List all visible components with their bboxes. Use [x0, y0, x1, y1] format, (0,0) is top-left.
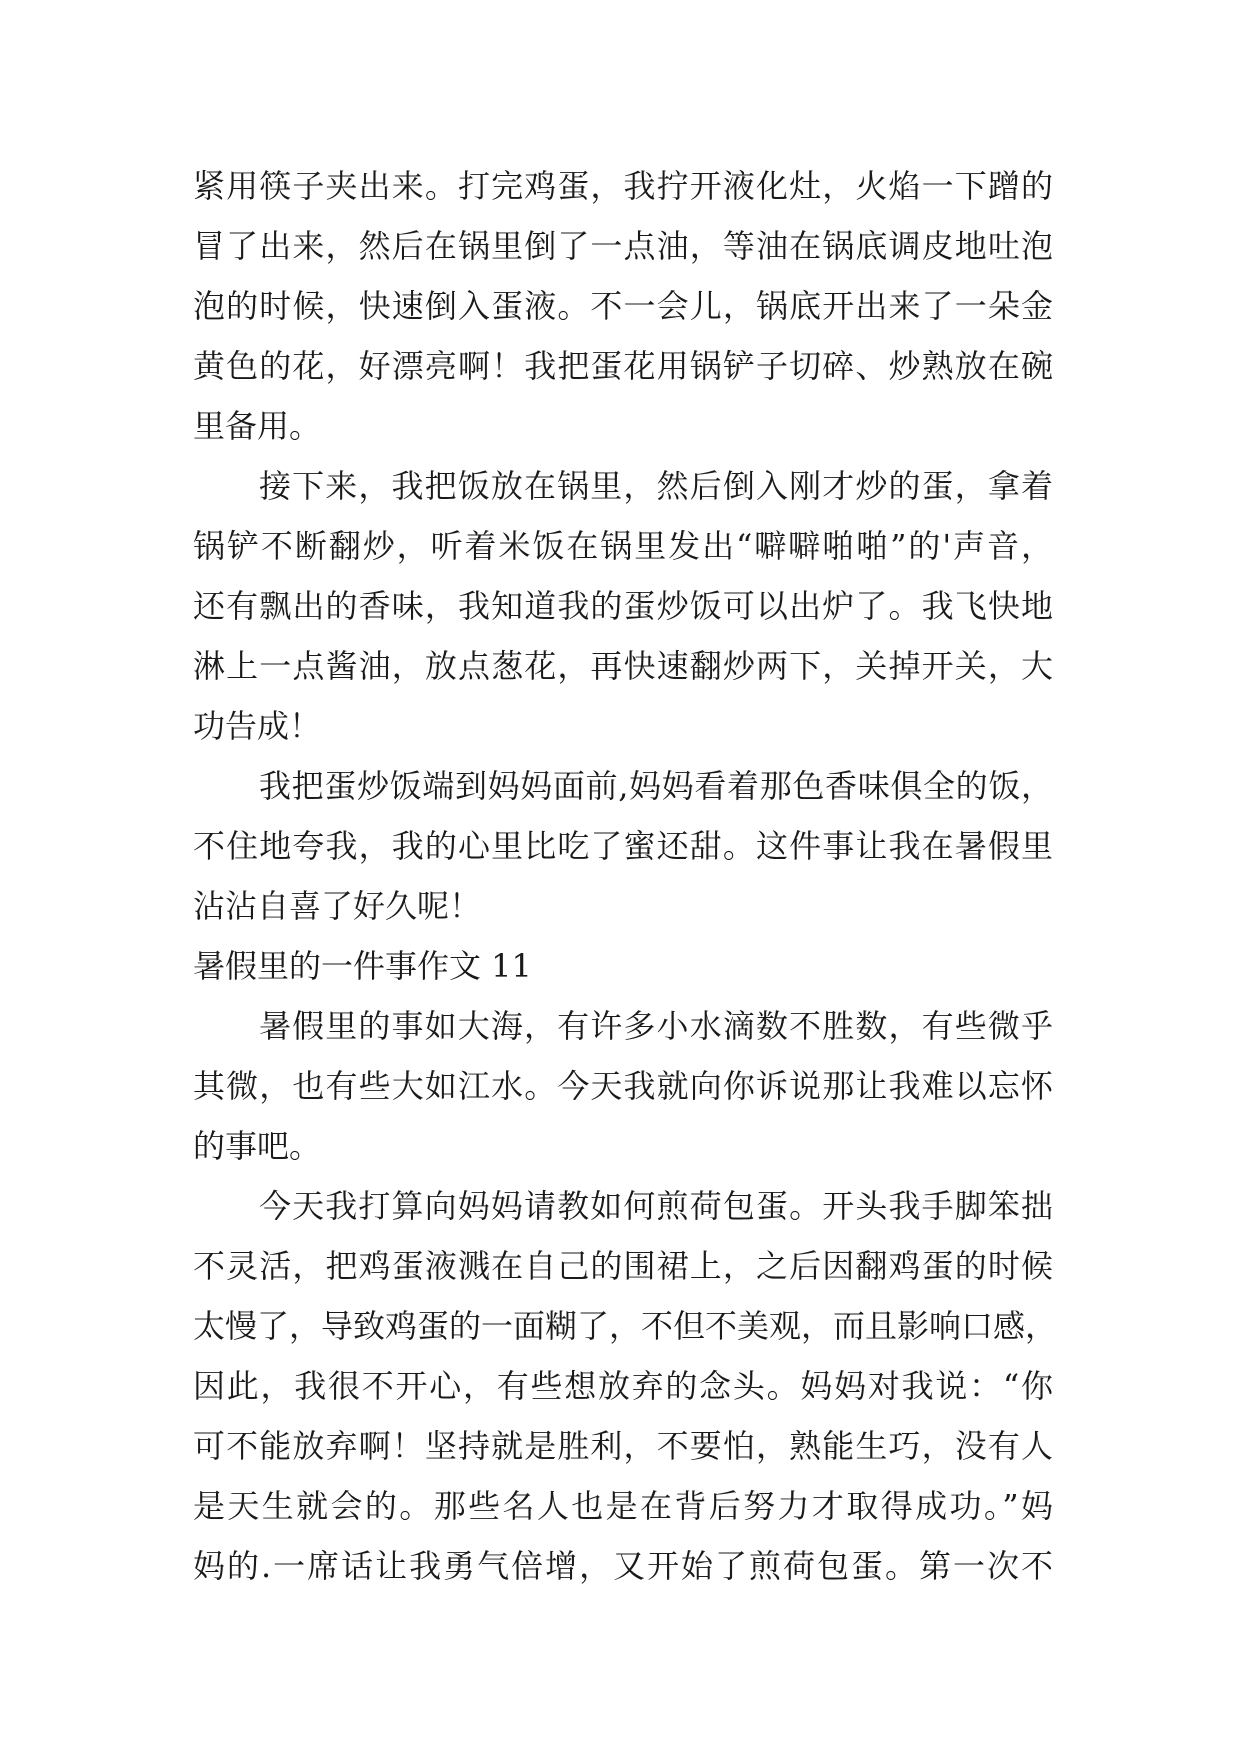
- paragraph-line: 妈的.一席话让我勇气倍增，又开始了煎荷包蛋。第一次不: [193, 1547, 1053, 1585]
- paragraph-1: [193, 156, 1053, 456]
- paragraph-3: [193, 756, 1053, 936]
- paragraph-line: 我把蛋炒饭端到妈妈面前,妈妈看着那色香味俱全的饭，: [259, 767, 1053, 805]
- paragraph-line: 其微，也有些大如江水。今天我就向你诉说那让我难以忘怀: [193, 1067, 1053, 1105]
- paragraph-4: [193, 996, 1053, 1176]
- paragraph-line: 里备用。: [193, 407, 322, 445]
- paragraph-line: 接下来，我把饭放在锅里，然后倒入刚才炒的蛋，拿着: [259, 467, 1053, 505]
- paragraph-line: 因此，我很不开心，有些想放弃的念头。妈妈对我说：“你: [193, 1367, 1053, 1405]
- document-body: [193, 156, 1058, 1596]
- paragraph-line: 泡的时候，快速倒入蛋液。不一会儿，锅底开出来了一朵金: [193, 287, 1053, 325]
- paragraph-line: 还有飘出的香味，我知道我的蛋炒饭可以出炉了。我飞快地: [193, 587, 1053, 625]
- paragraph-2: [193, 456, 1053, 756]
- paragraph-line: 淋上一点酱油，放点葱花，再快速翻炒两下，关掉开关，大: [193, 647, 1053, 685]
- paragraph-line: 不住地夸我，我的心里比吃了蜜还甜。这件事让我在暑假里: [193, 827, 1053, 865]
- paragraph-line: 冒了出来，然后在锅里倒了一点油，等油在锅底调皮地吐泡: [193, 227, 1053, 265]
- paragraph-line: 沾沾自喜了好久呢！: [193, 887, 482, 925]
- paragraph-line: 功告成！: [193, 707, 322, 745]
- paragraph-line: 黄色的花，好漂亮啊！我把蛋花用锅铲子切碎、炒熟放在碗: [193, 347, 1053, 385]
- paragraph-line: 今天我打算向妈妈请教如何煎荷包蛋。开头我手脚笨拙: [259, 1187, 1053, 1225]
- paragraph-line: 不灵活，把鸡蛋液溅在自己的围裙上，之后因翻鸡蛋的时候: [193, 1247, 1053, 1285]
- paragraph-5: [193, 1176, 1058, 1596]
- paragraph-line: 太慢了，导致鸡蛋的一面糊了，不但不美观，而且影响口感，: [193, 1307, 1058, 1345]
- paragraph-line: 是天生就会的。那些名人也是在背后努力才取得成功。”妈: [193, 1487, 1053, 1525]
- paragraph-line: 的事吧。: [193, 1127, 322, 1165]
- paragraph-line: 紧用筷子夹出来。打完鸡蛋，我拧开液化灶，火焰一下蹭的: [193, 167, 1053, 205]
- paragraph-line: 暑假里的事如大海，有许多小水滴数不胜数，有些微乎: [259, 1007, 1053, 1045]
- paragraph-line: 可不能放弃啊！坚持就是胜利，不要怕，熟能生巧，没有人: [193, 1427, 1053, 1465]
- paragraph-line: 锅铲不断翻炒，听着米饭在锅里发出“噼噼啪啪”的'声音，: [193, 527, 1053, 565]
- section-heading: 暑假里的一件事作文 11: [193, 947, 532, 985]
